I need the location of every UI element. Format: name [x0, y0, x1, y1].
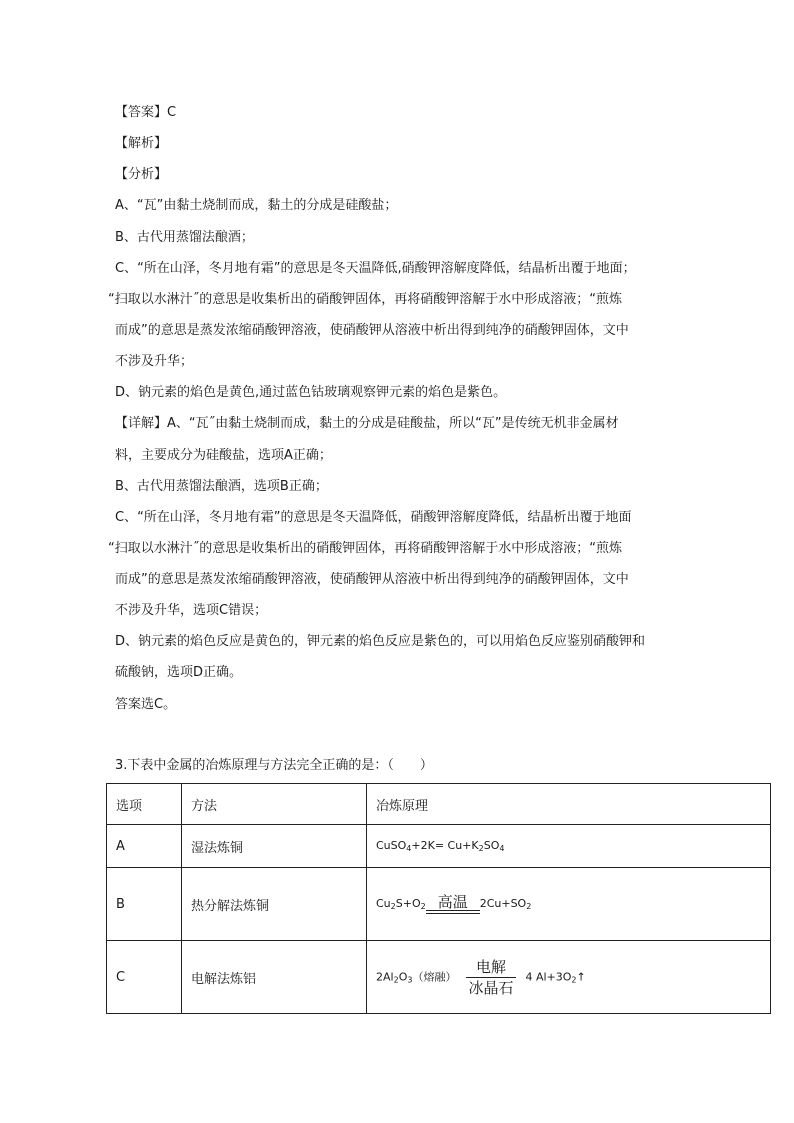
detail-a-1: 【详解】A、“瓦˝由黏土烧制而成，黏土的分成是硅酸盐，所以“瓦”是传统无机非金属材 — [115, 416, 619, 431]
table-row — [107, 825, 771, 868]
detail-c-1: C、“所在山泽，冬月地有霜”的意思是冬天温降低，硝酸钾溶解度降低，结晶析出覆于地面 — [115, 510, 632, 525]
row-b-equation: $Cu_2S+O_2$ 高温 $2Cu+SO_2$ — [367, 868, 771, 941]
detail-d-1: D、钠元素的焰色反应是黄色的，钾元素的焰色反应是紫色的，可以用焰色反应鉴别硝酸钾和 — [115, 634, 646, 649]
answer-line: 【答案】C — [115, 105, 177, 120]
analysis-c-3: 而成”的意思是蒸发浓缩硝酸钾溶液，使硝酸钾从溶液中析出得到纯净的硝酸钾固体，文中 — [115, 323, 629, 338]
row-b-option: B — [107, 868, 182, 941]
table-row — [107, 868, 771, 941]
question-3: 3.下表中金属的冶炼原理与方法完全正确的是：（ ） — [115, 758, 433, 773]
detail-c-4: 不涉及升华，选项C错误； — [115, 603, 268, 618]
header-option: 选项 — [107, 784, 182, 825]
row-a-equation: CuSO$_4$+2K= $Cu+K_2SO_4$ — [367, 825, 771, 868]
row-a-method: 湿法炼铜 — [182, 825, 367, 868]
row-c-equation: $2Al_2O_3$（熔融） 电解 冰晶石 4 $Al+3O_2↑$ — [367, 941, 771, 1014]
table-row — [107, 941, 771, 1014]
table-header-row — [107, 784, 771, 825]
detail-d-2: 硫酸钠，选项D正确。 — [115, 665, 243, 680]
gas-arrow-icon: ↑ — [576, 970, 586, 983]
row-c-method: 电解法炼铝 — [182, 941, 367, 1014]
detail-c-2: “扫取以水淋汁˝的意思是收集析出的硝酸钾固体，再将硝酸钾溶解于水中形成溶液；“煎炼 — [108, 541, 622, 556]
reaction-condition: 高温 — [426, 894, 480, 914]
analysis-c-4: 不涉及升华； — [115, 354, 194, 369]
row-a-option: A — [107, 825, 182, 868]
final-answer: 答案选C。 — [115, 697, 177, 712]
metal-smelting-table — [106, 783, 771, 1014]
analysis-b: B、古代用蒸馏法酿酒； — [115, 230, 254, 245]
detail-a-2: 料，主要成分为硅酸盐，选项A正确； — [115, 448, 332, 463]
row-c-option: C — [107, 941, 182, 1014]
detail-b: B、古代用蒸馏法酿酒，选项B正确； — [115, 479, 328, 494]
analysis-heading: 【解析】 — [115, 136, 168, 151]
analysis-d: D、钠元素的焰色是黄色,通过蓝色钴玻璃观察钾元素的焰色是紫色。 — [115, 385, 507, 400]
header-principle: 冶炼原理 — [367, 784, 771, 825]
analysis-c-1: C、“所在山泽，冬月地有霜”的意思是冬天温降低,硝酸钾溶解度降低，结晶析出覆于地面； — [115, 261, 636, 276]
analysis-sub-heading: 【分析】 — [115, 167, 168, 182]
header-method: 方法 — [182, 784, 367, 825]
detail-c-3: 而成”的意思是蒸发浓缩硝酸钾溶液，使硝酸钾从溶液中析出得到纯净的硝酸钾固体，文中 — [115, 572, 629, 587]
row-b-method: 热分解法炼铜 — [182, 868, 367, 941]
analysis-c-2: “扫取以水淋汁˝的意思是收集析出的硝酸钾固体，再将硝酸钾溶解于水中形成溶液；“煎炼 — [108, 292, 622, 307]
analysis-a: A、“瓦”由黏土烧制而成，黏土的分成是硅酸盐； — [115, 198, 398, 213]
reaction-condition: 电解 冰晶石 — [466, 958, 516, 997]
